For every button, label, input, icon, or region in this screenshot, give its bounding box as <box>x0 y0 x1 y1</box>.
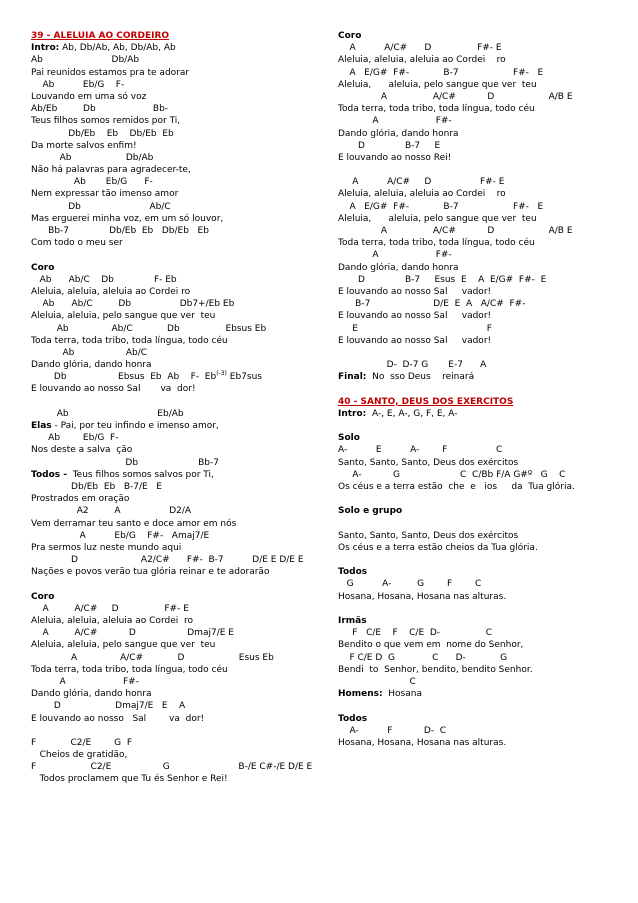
text-line <box>31 67 323 79</box>
line-text: Dando glória, dando honra <box>31 689 152 700</box>
line-text-rest: - Pai, por teu infindo e imenso amor, <box>51 421 219 431</box>
blank-line <box>31 725 323 737</box>
blank-line <box>31 578 323 590</box>
text-line <box>31 688 323 700</box>
line-text: Santo, Santo, Santo, Deus dos exércitos <box>338 530 519 541</box>
line-text: Final: <box>338 372 367 383</box>
text-line <box>338 310 630 322</box>
text-line <box>338 274 630 286</box>
line-text: A A/C# D F#- E <box>338 43 502 54</box>
text-line <box>31 213 323 225</box>
text-line <box>31 505 323 517</box>
line-text: Intro: <box>338 408 367 419</box>
text-line <box>338 152 630 164</box>
line-text: E louvando ao nosso Sal vador! <box>338 286 492 297</box>
labeled-line <box>338 408 630 420</box>
labeled-line <box>31 42 323 54</box>
line-text: A A/C# D F#- E <box>338 177 505 188</box>
line-text: Louvando em uma só voz <box>31 91 147 102</box>
blank-line <box>338 700 630 712</box>
line-text: Santo, Santo, Santo, Deus dos exércitos <box>338 457 519 468</box>
line-text: Intro: <box>31 43 60 54</box>
line-text: D B-7 E <box>338 140 441 151</box>
line-text: A Eb/G F#- Amaj7/E <box>31 530 210 541</box>
text-line <box>31 444 323 456</box>
text-line <box>31 749 323 761</box>
text-line <box>338 42 630 54</box>
text-line <box>338 335 630 347</box>
text-line <box>31 274 323 286</box>
blank-line <box>338 383 630 395</box>
line-text: A E/G# F#- B-7 F#- E <box>338 201 544 212</box>
line-text: Os céus e a terra estão che e ios da Tua glória. <box>338 481 575 492</box>
line-text: Hosana, Hosana, Hosana nas alturas. <box>338 591 507 602</box>
line-text: A A/C# D Esus Eb <box>31 652 274 663</box>
line-text: Cheios de gratidão, <box>31 750 128 761</box>
line-text: Ab Ab/C <box>31 347 148 358</box>
line-text: F C2/E G B-/E C#-/E D/E E <box>31 762 313 773</box>
line-text: Nações e povos verão tua glória reinar e te adorarão <box>31 567 270 578</box>
line-text: Bendi to Senhor, bendito, bendito Senhor. <box>338 664 533 675</box>
line-text: Dando glória, dando honra <box>31 360 152 371</box>
line-text: A A/C# D F#- E <box>31 603 189 614</box>
text-line <box>338 67 630 79</box>
line-text: Pra sermos luz neste mundo aqui <box>31 542 182 553</box>
line-text: Teus filhos somos remidos por Ti, <box>31 116 181 127</box>
line-text: Pai reunidos estamos pra te adorar <box>31 67 190 78</box>
text-line <box>31 176 323 188</box>
song-title <box>31 30 323 42</box>
text-line <box>338 457 630 469</box>
line-text: Dando glória, dando honra <box>338 128 459 139</box>
text-line <box>338 225 630 237</box>
line-text: A F#- <box>338 250 452 261</box>
line-text: Aleluia, aleluia, pelo sangue que ver teu <box>31 640 216 651</box>
text-line <box>31 54 323 66</box>
section-heading <box>31 262 323 274</box>
labeled-line <box>31 469 323 481</box>
text-line <box>338 128 630 140</box>
section-heading <box>338 432 630 444</box>
text-line <box>31 700 323 712</box>
text-line <box>338 652 630 664</box>
text-line <box>31 323 323 335</box>
labeled-line <box>338 371 630 383</box>
text-line <box>31 359 323 371</box>
line-text: 39 - ALELUIA AO CORDEIRO <box>31 31 170 41</box>
section-heading <box>338 30 630 42</box>
line-text: Aleluia, aleluia, aleluia ao Cordei ro <box>338 55 506 66</box>
line-text: Coro <box>31 262 55 273</box>
line-text: Da morte salvos enfim! <box>31 140 137 151</box>
line-text-rest: Teus filhos somos salvos por Ti, <box>66 469 214 480</box>
text-line <box>31 493 323 505</box>
text-line <box>31 237 323 249</box>
blank-line <box>31 249 323 261</box>
line-text: Ab Ab/C Db F- Eb <box>31 274 177 285</box>
text-line <box>31 188 323 200</box>
text-line <box>338 103 630 115</box>
text-line <box>31 383 323 395</box>
line-text: D A2/C# F#- B-7 D/E E D/E E <box>31 555 304 566</box>
text-line <box>338 725 630 737</box>
text-line <box>31 408 323 420</box>
line-text-rest: Ab, Db/Ab, Ab, Db/Ab, Ab <box>59 43 176 54</box>
text-line <box>31 713 323 725</box>
line-text: Com todo o meu ser <box>31 238 123 249</box>
section-heading <box>31 591 323 603</box>
line-text: A E/G# F#- B-7 F#- E <box>338 67 544 78</box>
text-line <box>338 140 630 152</box>
text-line <box>31 603 323 615</box>
line-text: A- G C C/Bb F/A G#º G C <box>338 469 566 480</box>
text-line <box>338 115 630 127</box>
text-line <box>31 639 323 651</box>
text-line <box>31 627 323 639</box>
line-text: Solo e grupo <box>338 506 403 517</box>
left-column <box>31 30 323 786</box>
line-text: F C/E D G C D- G <box>338 652 508 663</box>
line-text: Solo <box>338 433 360 444</box>
text-line <box>31 371 323 383</box>
line-text: Db Ebsus Eb Ab F- Eb <box>31 372 217 383</box>
text-line <box>31 481 323 493</box>
line-text: Mas erguerei minha voz, em um só louvor, <box>31 213 224 224</box>
section-heading <box>338 615 630 627</box>
text-line <box>31 115 323 127</box>
text-line <box>31 347 323 359</box>
line-text: Dando glória, dando honra <box>338 262 459 273</box>
line-text: Todos <box>338 713 368 724</box>
line-text: Db Bb-7 <box>31 457 219 468</box>
line-text: Todos <box>338 567 368 578</box>
text-line <box>338 591 630 603</box>
line-text: Ab Eb/Ab <box>31 408 184 419</box>
chord-superscript: (-3) <box>216 370 227 378</box>
line-text: Prostrados em oração <box>31 494 130 505</box>
line-text: A2 A D2/A <box>31 506 192 517</box>
line-text: Todos - <box>31 469 67 480</box>
text-line <box>338 188 630 200</box>
line-text: E F <box>338 323 492 334</box>
line-text: Bendito o que vem em nome do Senhor, <box>338 640 524 651</box>
line-text-tail: Eb7sus <box>226 372 262 383</box>
text-line <box>31 615 323 627</box>
text-line <box>31 79 323 91</box>
line-text: A- E A- F C <box>338 445 503 456</box>
text-line <box>31 298 323 310</box>
text-line <box>31 664 323 676</box>
song-title <box>338 396 630 408</box>
text-line <box>31 152 323 164</box>
line-text: Db/Eb Eb Db/Eb Eb <box>31 128 174 139</box>
line-text: Elas <box>31 421 52 431</box>
text-line <box>338 298 630 310</box>
line-text: Bb-7 Db/Eb Eb Db/Eb Eb <box>31 226 209 236</box>
line-text: Toda terra, toda tribo, toda língua, todo céu <box>31 664 228 675</box>
text-line <box>31 773 323 785</box>
line-text: E louvando ao nosso Sal va dor! <box>31 384 196 395</box>
line-text: Aleluia, aleluia, pelo sangue que ver teu <box>338 213 537 224</box>
blank-line <box>338 518 630 530</box>
text-line <box>31 676 323 688</box>
blank-line <box>338 347 630 359</box>
line-text: Nem expressar tão imenso amor <box>31 189 179 200</box>
text-line <box>338 359 630 371</box>
line-text: Os céus e a terra estão cheios da Tua glória. <box>338 542 538 553</box>
line-text: A- F D- C <box>338 725 447 736</box>
text-line <box>338 542 630 554</box>
text-line <box>338 444 630 456</box>
line-text: Coro <box>338 31 362 41</box>
text-line <box>338 530 630 542</box>
text-line <box>338 249 630 261</box>
line-text: A F#- <box>31 676 139 687</box>
text-line <box>338 323 630 335</box>
line-text: F C2/E G F <box>31 737 132 748</box>
line-text: D- D-7 G E-7 A <box>338 360 487 371</box>
line-text: Ab Ab/C Db Db7+/Eb Eb <box>31 299 235 310</box>
line-text: E louvando ao nosso Rei! <box>338 152 452 163</box>
line-text: Aleluia, aleluia, aleluia ao Cordei ro <box>31 286 191 297</box>
line-text: Db/Eb Eb B-7/E E <box>31 481 162 492</box>
text-line <box>338 676 630 688</box>
line-text: Toda terra, toda tribo, toda língua, todo céu <box>338 238 535 249</box>
line-text: Aleluia, aleluia, pelo sangue que ver teu <box>31 311 216 322</box>
line-text: Aleluia, aleluia, aleluia ao Cordei ro <box>31 616 193 626</box>
text-line <box>31 310 323 322</box>
text-line <box>338 91 630 103</box>
blank-line <box>338 554 630 566</box>
text-line <box>338 176 630 188</box>
line-text: Ab Db/Ab <box>31 55 140 66</box>
text-line <box>31 201 323 213</box>
text-line <box>338 201 630 213</box>
text-line <box>338 237 630 249</box>
text-line <box>338 737 630 749</box>
text-line <box>338 469 630 481</box>
labeled-line <box>338 688 630 700</box>
line-text: Aleluia, aleluia, pelo sangue que ver teu <box>338 79 537 90</box>
blank-line <box>338 603 630 615</box>
line-text: 40 - SANTO, DEUS DOS EXERCITOS <box>338 396 514 407</box>
line-text: E louvando ao nosso Sal vador! <box>338 335 492 346</box>
text-line <box>338 578 630 590</box>
line-text: Aleluia, aleluia, aleluia ao Cordei ro <box>338 189 506 200</box>
text-line <box>338 262 630 274</box>
text-line <box>31 225 323 237</box>
text-line <box>31 91 323 103</box>
line-text: Nos deste a salva ção <box>31 445 133 456</box>
line-text-rest: A-, E, A-, G, F, E, A- <box>366 408 458 419</box>
line-text: Ab/Eb Db Bb- <box>31 104 169 115</box>
line-text: Não há palavras para agradecer-te, <box>31 165 191 176</box>
text-line <box>31 554 323 566</box>
text-line <box>338 627 630 639</box>
line-text: Ab Db/Ab <box>31 152 154 163</box>
text-line <box>31 457 323 469</box>
line-text: A A/C# D Dmaj7/E E <box>31 628 234 639</box>
line-text: Irmãs <box>338 616 367 626</box>
line-text: A A/C# D A/B E <box>338 226 573 236</box>
line-text: Vem derramar teu santo e doce amor em nós <box>31 518 237 529</box>
text-line <box>338 639 630 651</box>
line-text: A F#- <box>338 116 452 127</box>
line-text: Coro <box>31 591 55 602</box>
text-line <box>31 542 323 554</box>
text-line <box>31 128 323 140</box>
line-text: D Dmaj7/E E A <box>31 701 186 712</box>
text-line <box>31 518 323 530</box>
line-text: Toda terra, toda tribo, toda língua, todo céu <box>338 104 535 115</box>
line-text: Homens: <box>338 689 383 700</box>
line-text: Hosana, Hosana, Hosana nas alturas. <box>338 737 507 748</box>
text-line <box>338 213 630 225</box>
line-text: B-7 D/E E A A/C# F#- <box>338 299 526 310</box>
section-heading <box>338 566 630 578</box>
blank-line <box>338 493 630 505</box>
text-line <box>31 737 323 749</box>
text-line <box>31 103 323 115</box>
line-text-rest: Hosana <box>382 689 422 700</box>
line-text: Ab Ab/C Db Ebsus Eb <box>31 323 267 334</box>
text-line <box>338 664 630 676</box>
line-text-rest: No sso Deus reinará <box>366 372 475 383</box>
line-text: D B-7 Esus E A E/G# F#- E <box>338 274 547 285</box>
text-line <box>31 530 323 542</box>
line-text: Ab Eb/G F- <box>31 79 125 90</box>
blank-line <box>338 420 630 432</box>
line-text: F C/E F C/E D- C <box>338 628 493 639</box>
text-line <box>338 286 630 298</box>
blank-line <box>338 164 630 176</box>
line-text: Todos proclamem que Tu és Senhor e Rei! <box>31 774 228 785</box>
line-text: Toda terra, toda tribo, toda língua, todo céu <box>31 335 228 346</box>
text-line <box>31 432 323 444</box>
line-text: E louvando ao nosso Sal vador! <box>338 311 492 322</box>
section-heading <box>338 713 630 725</box>
line-text: C <box>338 676 416 687</box>
line-text: G A- G F C <box>338 579 482 590</box>
text-line <box>31 335 323 347</box>
line-text: A A/C# D A/B E <box>338 91 573 102</box>
text-line <box>31 652 323 664</box>
right-column <box>338 30 630 749</box>
text-line <box>338 79 630 91</box>
labeled-line <box>31 420 323 432</box>
text-line <box>31 140 323 152</box>
text-line <box>31 566 323 578</box>
line-text: Ab Eb/G F- <box>31 177 153 188</box>
section-heading <box>338 505 630 517</box>
text-line <box>31 164 323 176</box>
line-text: E louvando ao nosso Sal va dor! <box>31 713 205 724</box>
text-line <box>31 761 323 773</box>
line-text: Ab Eb/G F- <box>31 433 119 444</box>
text-line <box>338 54 630 66</box>
text-line <box>338 481 630 493</box>
text-line <box>31 286 323 298</box>
line-text: Db Ab/C <box>31 201 171 212</box>
blank-line <box>31 396 323 408</box>
